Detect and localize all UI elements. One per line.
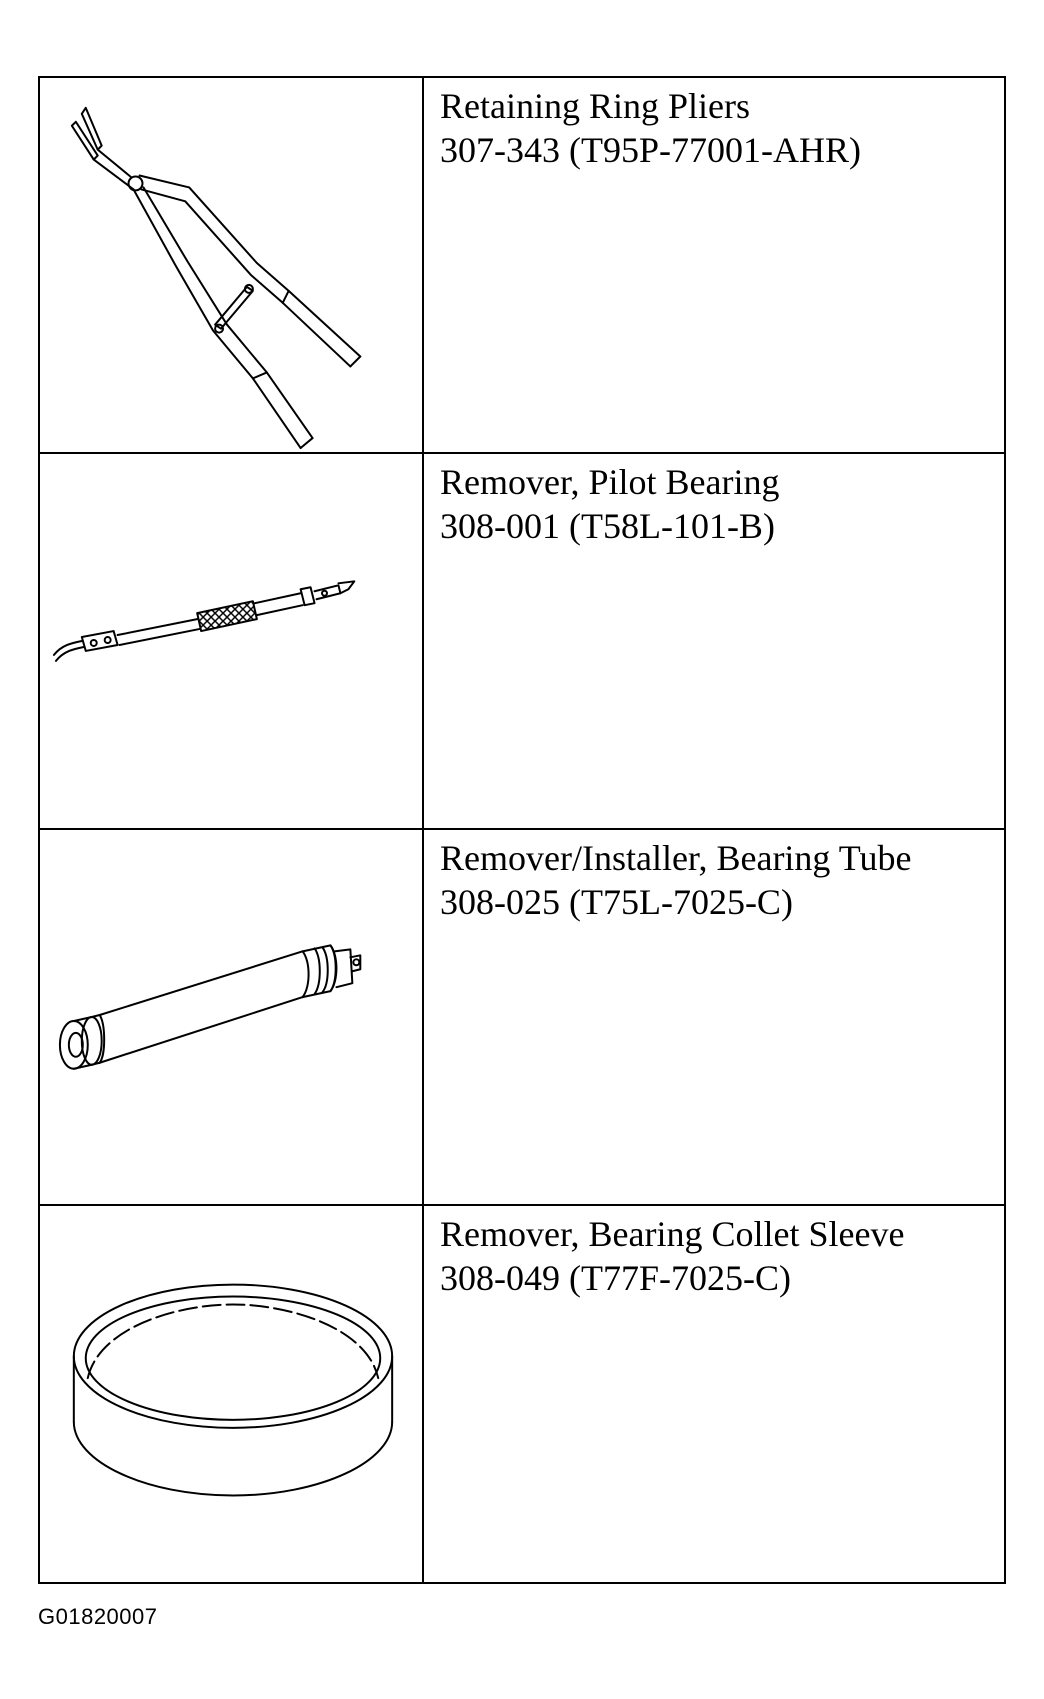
collet-sleeve-ring-icon xyxy=(40,1206,422,1582)
tool-description-cell xyxy=(424,1206,1004,1582)
tool-image-cell xyxy=(40,78,424,454)
tool-name: Remover, Bearing Collet Sleeve xyxy=(440,1214,905,1254)
tool-number: 308-001 (T58L-101-B) xyxy=(440,506,775,546)
tool-name: Remover, Pilot Bearing xyxy=(440,462,780,502)
tool-description-cell xyxy=(424,78,1004,454)
tool-name: Retaining Ring Pliers xyxy=(440,86,750,126)
special-tools-table xyxy=(38,76,1006,1584)
retaining-ring-pliers-icon xyxy=(40,78,422,452)
bearing-tube-tool-icon xyxy=(40,830,422,1204)
tool-image-cell xyxy=(40,1206,424,1582)
tool-image-cell xyxy=(40,454,424,830)
tool-description-cell xyxy=(424,830,1004,1206)
figure-code: G01820007 xyxy=(38,1604,158,1629)
tool-image-cell xyxy=(40,830,424,1206)
tool-number: 307-343 (T95P-77001-AHR) xyxy=(440,130,861,170)
tool-number: 308-025 (T75L-7025-C) xyxy=(440,882,793,922)
tool-description-cell xyxy=(424,454,1004,830)
tool-name: Remover/Installer, Bearing Tube xyxy=(440,838,912,878)
pilot-bearing-remover-icon xyxy=(40,454,422,828)
tool-number: 308-049 (T77F-7025-C) xyxy=(440,1258,791,1298)
